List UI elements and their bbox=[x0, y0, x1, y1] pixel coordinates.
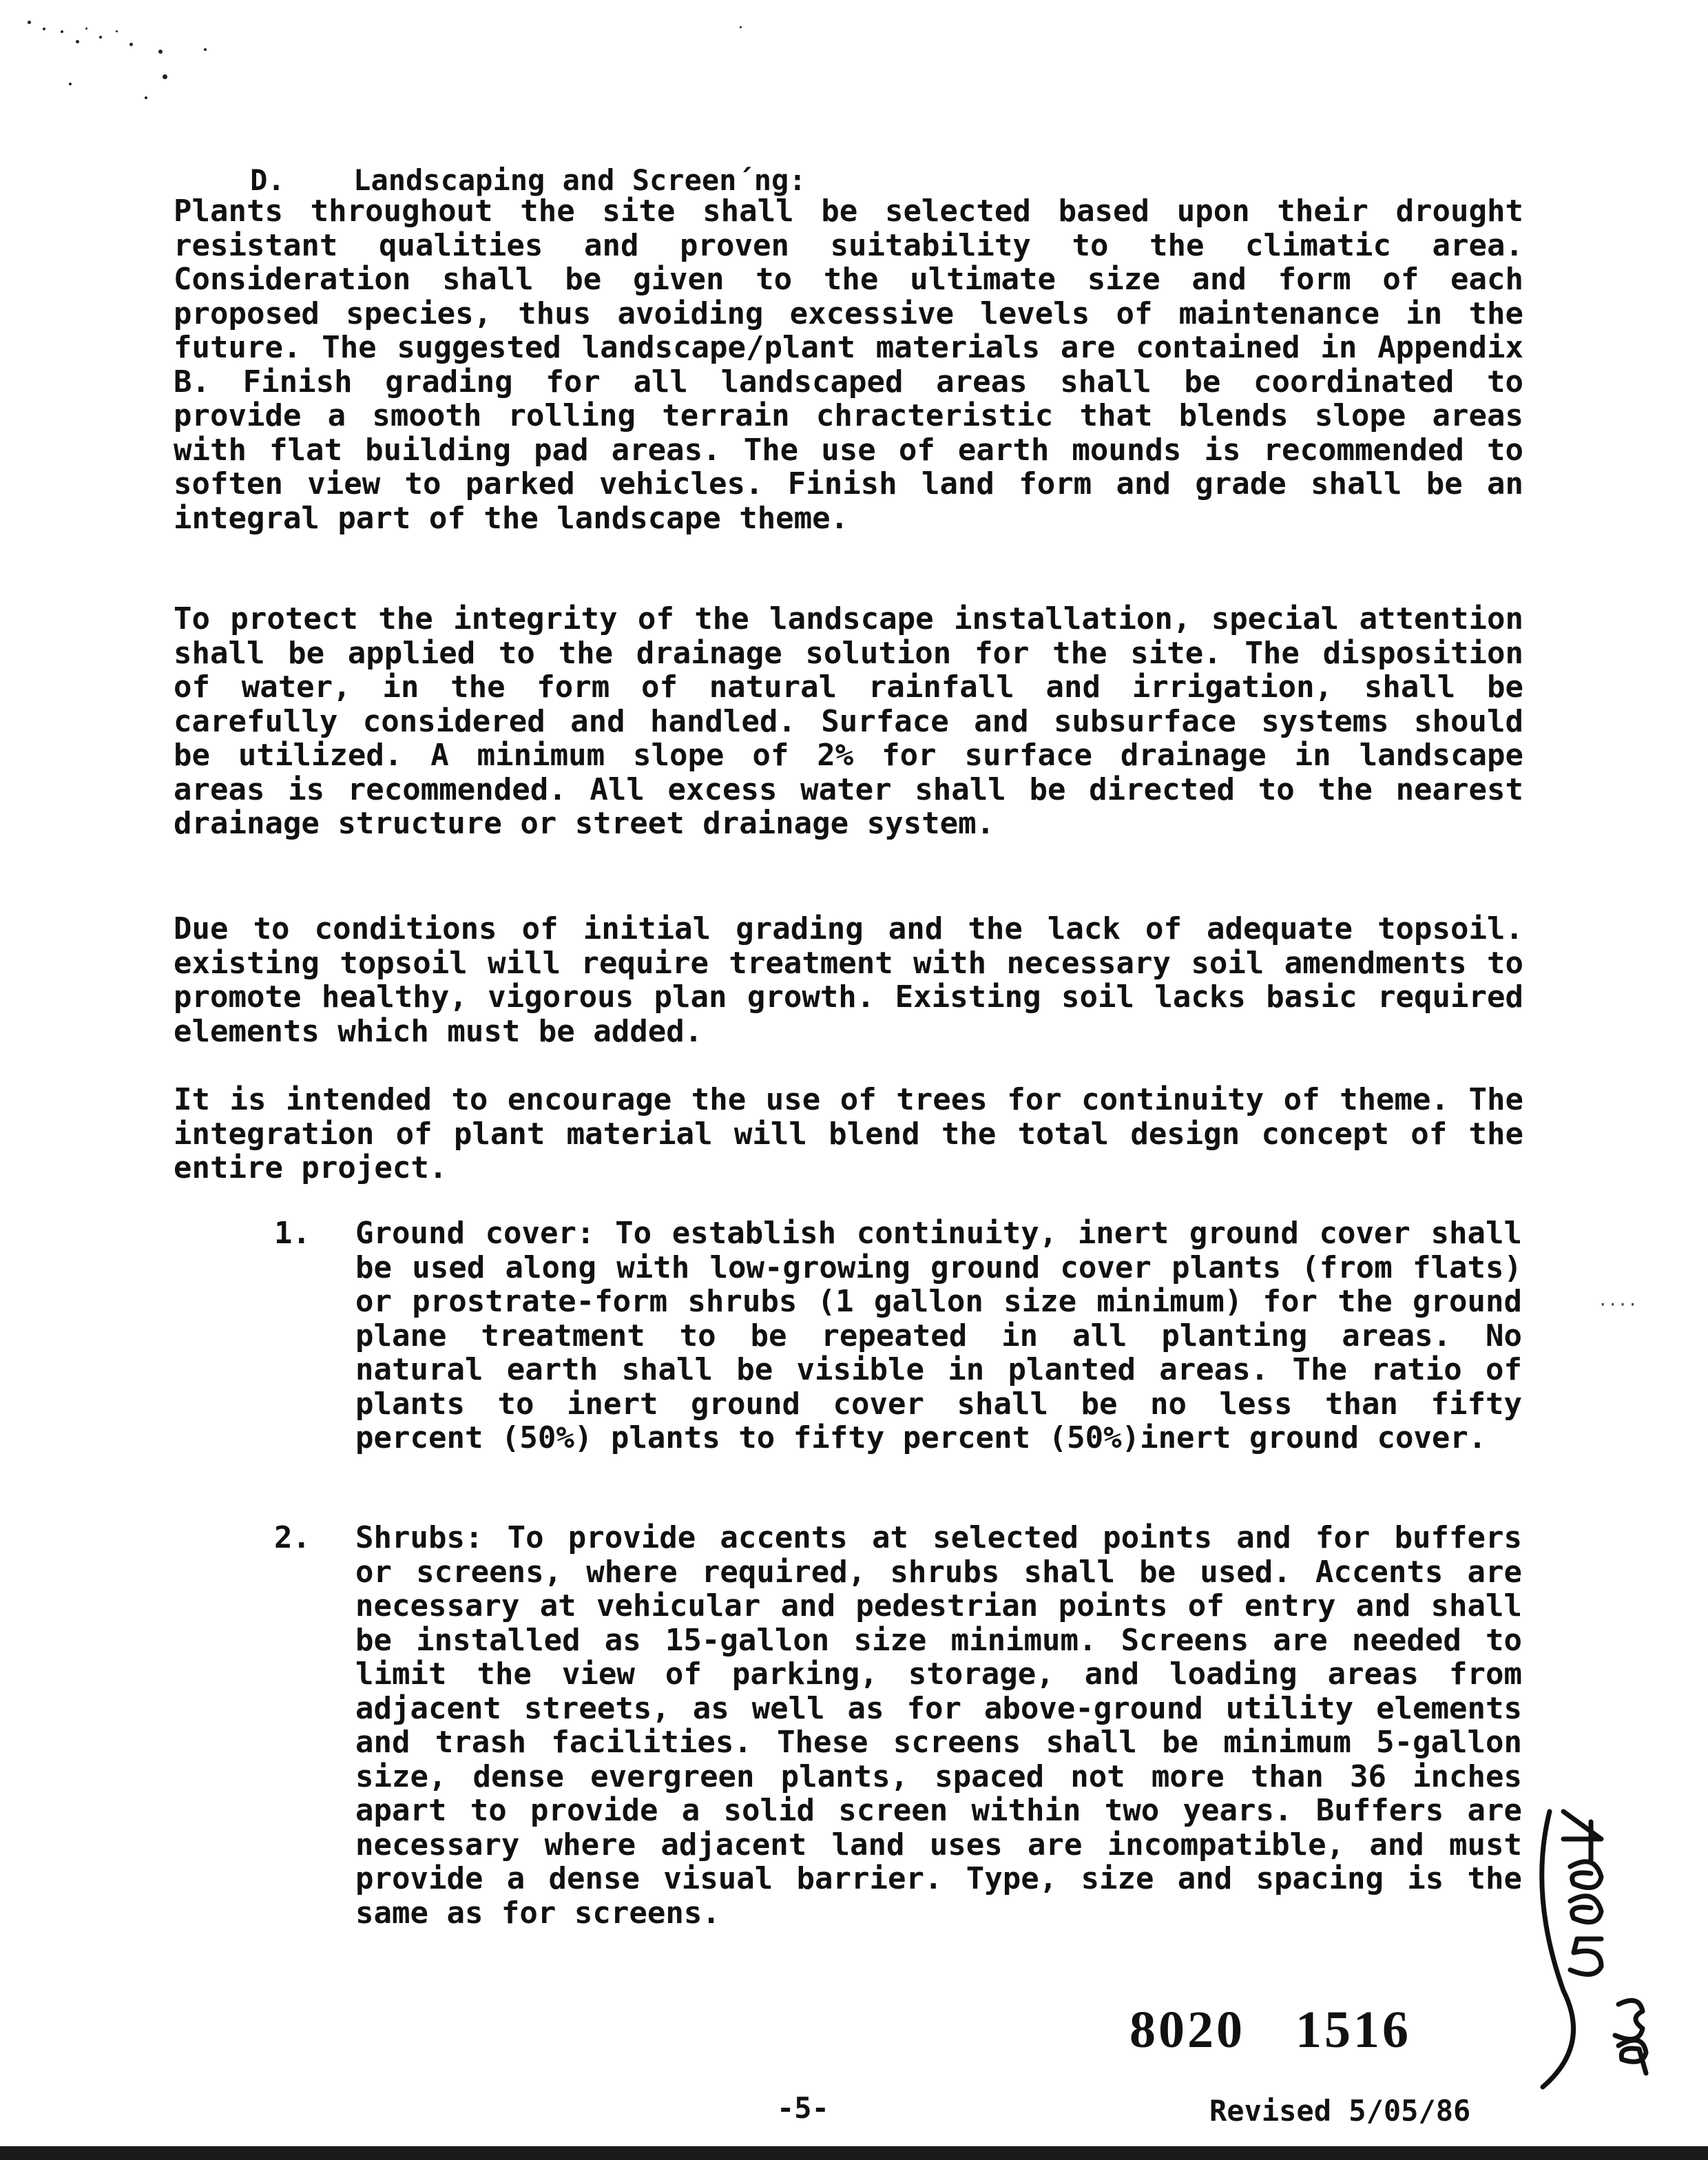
paragraph-topsoil: Due to conditions of initial grading and the lack of adequate topsoil. existing topsoil will require treatment with necessary soil amendments to promote healthy, vigorous plan growth. Existing soil lacks basic required elements which must be added. bbox=[174, 911, 1523, 1049]
margin-scan-mark: ···· bbox=[1598, 1295, 1638, 1314]
paragraph-plants: Plants throughout the site shall be selected based upon their drought resistant qualities and proven suitability to the climatic area. Consideration shall be given to the ultimate size and form of each proposed species, thus avoiding excessive levels of maintenance in the future. The suggested landscape/plant materials are contained in Appendix B. Finish grading for all landscaped areas shall be coordinated to provide a smooth rolling terrain chracteristic that blends slope areas with flat building pad areas. The use of earth mounds is recommended to soften view to parked vehicles. Finish land form and grade shall be an integral part of the landscape theme. bbox=[174, 194, 1523, 536]
revised-date: Revised 5/05/86 bbox=[1209, 2094, 1471, 2128]
scan-speck bbox=[69, 83, 72, 85]
handwritten-note-signature bbox=[1522, 1798, 1660, 2094]
scan-speck bbox=[99, 36, 102, 39]
scan-speck bbox=[43, 28, 45, 30]
scan-speck bbox=[163, 74, 167, 79]
scan-speck bbox=[204, 48, 207, 51]
document-number: 8020 1516 bbox=[1129, 2001, 1411, 2059]
list-item-number: 1. bbox=[274, 1216, 311, 1251]
scan-speck bbox=[129, 43, 133, 46]
section-letter: D. bbox=[250, 163, 285, 197]
paragraph-drainage: To protect the integrity of the landscape installation, special attention shall be applied to the drainage solution for the site. The disposition of water, in the form of natural rainfall and irrigation, shall be carefully considered and handled. Surface and subsurface systems should be utilized. A minimum slope of 2% for surface drainage in landscape areas is recommended. All excess water shall be directed to the nearest drainage structure or street drainage system. bbox=[174, 601, 1523, 841]
list-item-number: 2. bbox=[274, 1520, 311, 1555]
list-item-text: Ground cover: To establish continuity, inert ground cover shall be used along with low-growing ground cover plants (from flats) or prostrate-form shrubs (1 gallon size minimum) for the ground plane treatment to be repeated in all planting areas. No natural earth shall be visible in planted areas. The ratio of plants to inert ground cover shall be no less than fifty percent (50%) plants to fifty percent (50%)inert ground cover. bbox=[355, 1216, 1522, 1455]
list-item-text: Shrubs: To provide accents at selected points and for buffers or screens, where required, shrubs shall be used. Accents are necessary at vehicular and pedestrian points of entry and shall be installed as 15-gallon size minimum. Screens are needed to limit the view of parking, storage, and loading areas from adjacent streets, as well as for above-ground utility elements and trash facilities. These screens shall be minimum 5-gallon size, dense evergreen plants, spaced not more than 36 inches apart to provide a solid screen within two years. Buffers are necessary where adjacent land uses are incompatible, and must provide a dense visual barrier. Type, size and spacing is the same as for screens. bbox=[355, 1520, 1522, 1931]
page-number: -5- bbox=[777, 2091, 829, 2125]
scan-speck bbox=[85, 28, 87, 30]
section-title: Landscaping and Screen´ng: bbox=[353, 163, 806, 197]
scan-speck bbox=[28, 21, 31, 24]
scan-bottom-edge bbox=[0, 2146, 1708, 2160]
scan-speck bbox=[145, 96, 147, 99]
scan-speck bbox=[740, 26, 742, 28]
paragraph-trees: It is intended to encourage the use of trees for continuity of theme. The integration of plant material will blend the total design concept of the entire project. bbox=[174, 1082, 1523, 1185]
scan-speck bbox=[76, 40, 79, 43]
scan-speck bbox=[158, 50, 163, 54]
scan-speck bbox=[116, 30, 118, 32]
scan-speck bbox=[61, 30, 63, 33]
